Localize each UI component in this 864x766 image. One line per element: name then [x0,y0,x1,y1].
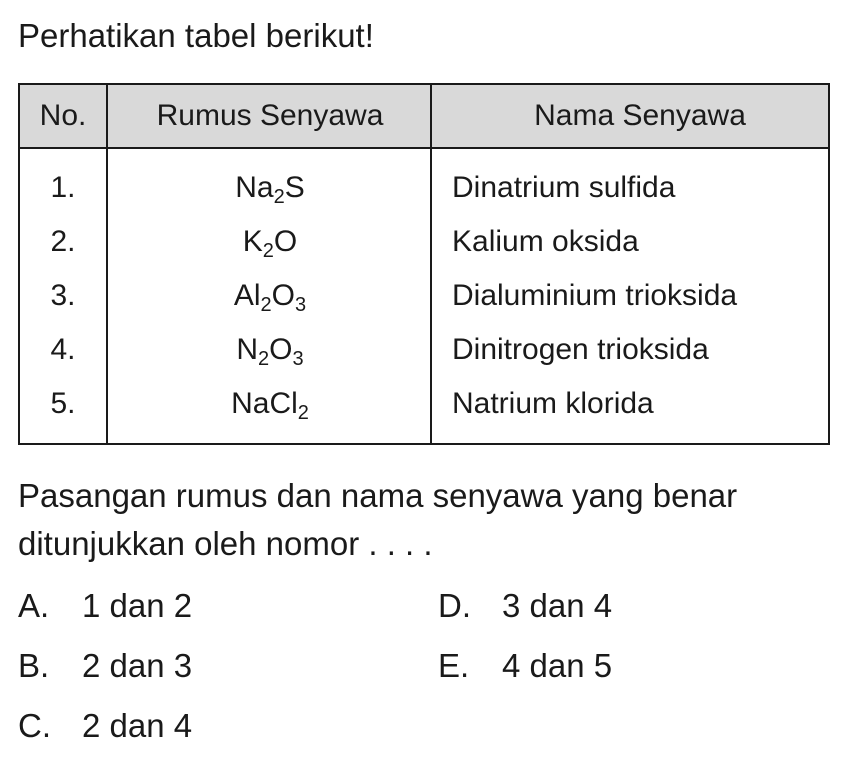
row-name: Natrium klorida [452,387,654,420]
option-text: 3 dan 4 [502,587,613,624]
row-name: Kalium oksida [452,225,639,258]
option-letter: A. [18,587,50,624]
row-formula [108,321,432,379]
header-no: No. [39,99,87,132]
row-number: 1. [50,171,76,204]
formula-subscript: 3 [295,294,307,316]
table-row [20,213,828,271]
formula-subscript: 2 [258,348,270,370]
formula-symbol: NaCl [231,387,298,420]
formula-symbol: O [271,279,296,312]
table-row [20,159,828,217]
formula-symbol: Na [235,171,274,204]
formula-symbol: K [242,225,263,258]
formula-subscript: 2 [260,294,272,316]
row-name: Dialuminium trioksida [452,279,738,312]
table-row [20,321,828,379]
option-letter: C. [18,707,51,744]
option-a[interactable] [18,584,192,628]
table-row [20,375,828,433]
row-name: Dinitrogen trioksida [452,333,709,366]
option-text: 4 dan 5 [502,647,613,684]
formula-subscript: 3 [292,348,304,370]
question-text: Pasangan rumus dan nama senyawa yang benar ditunjukkan oleh nomor . . . . [18,477,738,562]
row-number: 5. [50,387,76,420]
row-formula [108,159,432,217]
row-formula [108,267,432,325]
formula-subscript: 2 [273,186,285,208]
option-letter: D. [438,587,471,624]
table-row [20,267,828,325]
formula-symbol: O [269,333,293,366]
table-header [20,85,828,149]
option-e[interactable] [438,644,612,688]
formula-symbol: S [284,171,305,204]
formula-symbol: O [273,225,298,258]
option-letter: B. [18,647,50,684]
formula-subscript: 2 [297,402,309,424]
option-text: 1 dan 2 [82,587,193,624]
row-name: Dinatrium sulfida [452,171,676,204]
option-b[interactable] [18,644,192,688]
formula-symbol: Al [233,279,261,312]
header-name: Nama Senyawa [534,99,746,132]
formula-symbol: N [236,333,259,366]
formula-subscript: 2 [262,240,274,262]
option-text: 2 dan 3 [82,647,193,684]
row-number: 3. [50,279,76,312]
row-formula [108,375,432,433]
option-d[interactable] [438,584,612,628]
option-text: 2 dan 4 [82,707,193,744]
option-letter: E. [438,647,470,684]
row-number: 4. [50,333,76,366]
row-number: 2. [50,225,76,258]
compound-table [18,83,830,445]
row-formula [108,213,432,271]
option-c[interactable] [18,704,192,748]
header-formula: Rumus Senyawa [156,99,384,132]
intro-text: Perhatikan tabel berikut! [18,17,374,54]
